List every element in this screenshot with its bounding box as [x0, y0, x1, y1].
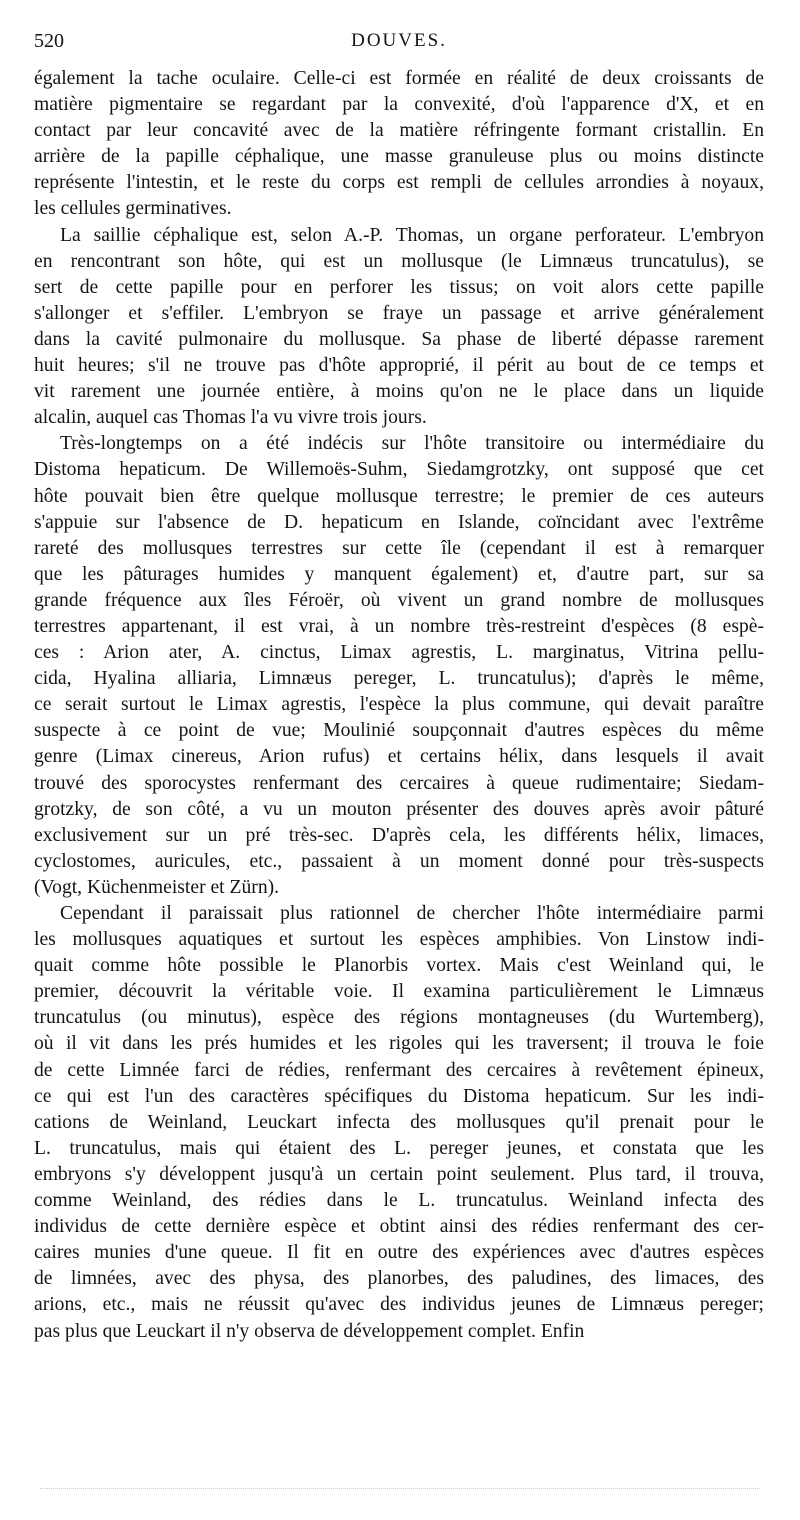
paragraph	[34, 223, 764, 432]
text-line: comme Weinland, des rédies dans le L. truncatulus. Weinland infecta des	[34, 1190, 764, 1212]
text-line: vit rarement une journée entière, à moins qu'on ne le place dans un liquide	[34, 381, 764, 403]
text-line: arrière de la papille céphalique, une masse granuleuse plus ou moins distincte	[34, 146, 764, 168]
text-line: ces : Arion ater, A. cinctus, Limax agrestis, L. marginatus, Vitrina pellu-	[34, 642, 764, 664]
text-line: huit heures; s'il ne trouve pas d'hôte approprié, il périt au bout de ce temps et	[34, 355, 764, 377]
text-line: les cellules germinatives.	[34, 198, 232, 220]
text-line: matière pigmentaire se regardant par la convexité, d'où l'apparence d'X, et en	[34, 94, 764, 116]
bottom-margin-specks	[40, 1488, 760, 1491]
text-line: sert de cette papille pour en perforer les tissus; on voit alors cette papille	[34, 276, 764, 298]
text-line: embryons s'y développent jusqu'à un certain point seulement. Plus tard, il trouva,	[34, 1163, 764, 1185]
text-line: rareté des mollusques terrestres sur cette île (cependant il est à remarquer	[34, 537, 764, 559]
text-line: que les pâturages humides y manquent également) et, d'autre part, sur sa	[34, 563, 764, 585]
paragraph	[34, 66, 764, 223]
running-title: DOUVES.	[351, 30, 447, 51]
text-line: de limnées, avec des physa, des planorbes, des paludines, des limaces, des	[34, 1268, 764, 1290]
text-line: La saillie céphalique est, selon A.-P. Thomas, un organe perforateur. L'embryon	[60, 224, 764, 246]
text-line: Distoma hepaticum. De Willemoës-Suhm, Siedamgrotzky, ont supposé que cet	[34, 459, 764, 481]
text-line: (Vogt, Küchenmeister et Zürn).	[34, 876, 280, 898]
text-line: suspecte à ce point de vue; Moulinié soupçonnait d'autres espèces du même	[34, 720, 764, 742]
text-line: également la tache oculaire. Celle-ci est formée en réalité de deux croissants de	[34, 68, 764, 89]
text-line: exclusivement sur un pré très-sec. D'après cela, les différents hélix, limaces,	[34, 824, 764, 846]
page-number: 520	[34, 30, 64, 52]
text-line: alcalin, auquel cas Thomas l'a vu vivre trois jours.	[34, 407, 427, 429]
text-line: trouvé des sporocystes renfermant des cercaires à queue rudimentaire; Siedam-	[34, 772, 764, 794]
paragraph	[34, 431, 764, 901]
text-line: grande fréquence aux îles Féroër, où vivent un grand nombre de mollusques	[34, 589, 764, 611]
text-line: Très-longtemps on a été indécis sur l'hôte transitoire ou intermédiaire du	[60, 433, 764, 455]
text-line: cida, Hyalina alliaria, Limnæus pereger, L. truncatulus); d'après le même,	[34, 668, 764, 690]
text-line: terrestres appartenant, il est vrai, à un nombre très-restreint d'espèces (8 espè-	[34, 615, 764, 637]
text-line: L. truncatulus, mais qui étaient des L. pereger jeunes, et constata que les	[34, 1137, 764, 1159]
text-line: quait comme hôte possible le Planorbis vortex. Mais c'est Weinland qui, le	[34, 955, 764, 977]
text-line: s'appuie sur l'absence de D. hepaticum en Islande, coïncidant avec l'extrême	[34, 511, 764, 533]
text-line: de cette Limnée farci de rédies, renfermant des cercaires à revêtement épineux,	[34, 1059, 764, 1081]
text-line: Cependant il paraissait plus rationnel de chercher l'hôte intermédiaire parmi	[60, 903, 764, 924]
text-line: où il vit dans les prés humides et les rigoles qui les traversent; il trouva le foie	[34, 1033, 764, 1055]
body-text	[34, 66, 764, 1345]
text-line: en rencontrant son hôte, qui est un mollusque (le Limnæus truncatulus), se	[34, 250, 764, 272]
text-line: dans la cavité pulmonaire du mollusque. Sa phase de liberté dépasse rarement	[34, 328, 764, 350]
text-line: arions, etc., mais ne réussit qu'avec des individus jeunes de Limnæus pereger;	[34, 1294, 764, 1316]
text-line: contact par leur concavité avec de la matière réfringente formant cristallin. En	[34, 120, 764, 142]
text-line: premier, découvrit la véritable voie. Il examina particulièrement le Limnæus	[34, 981, 764, 1003]
text-line: caires munies d'une queue. Il fit en outre des expériences avec d'autres espèces	[34, 1242, 764, 1264]
page-header	[34, 30, 764, 58]
text-line: représente l'intestin, et le reste du corps est rempli de cellules arrondies à noyaux,	[34, 172, 764, 194]
text-line: genre (Limax cinereus, Arion rufus) et certains hélix, dans lesquels il avait	[34, 746, 764, 768]
text-line: pas plus que Leuckart il n'y observa de développement complet. Enfin	[34, 1320, 585, 1342]
text-line: ce serait surtout le Limax agrestis, l'espèce la plus commune, qui devait paraître	[34, 694, 764, 716]
text-line: individus de cette dernière espèce et obtint ainsi des rédies renfermant des cer-	[34, 1216, 764, 1238]
text-line: hôte pouvait bien être quelque mollusque terrestre; le premier de ces auteurs	[34, 485, 764, 507]
text-line: s'allonger et s'effiler. L'embryon se fraye un passage et arrive généralement	[34, 302, 764, 324]
text-line: les mollusques aquatiques et surtout les espèces amphibies. Von Linstow indi-	[34, 929, 764, 951]
text-line: grotzky, de son côté, a vu un mouton présenter des douves après avoir pâturé	[34, 798, 764, 820]
paragraph	[34, 901, 764, 1345]
text-line: cations de Weinland, Leuckart infecta des mollusques qu'il prenait pour le	[34, 1111, 764, 1133]
text-line: truncatulus (ou minutus), espèce des régions montagneuses (du Wurtemberg),	[34, 1007, 764, 1029]
text-line: ce qui est l'un des caractères spécifiques du Distoma hepaticum. Sur les indi-	[34, 1085, 764, 1107]
text-line: cyclostomes, auricules, etc., passaient à un moment donné pour très-suspects	[34, 850, 764, 872]
